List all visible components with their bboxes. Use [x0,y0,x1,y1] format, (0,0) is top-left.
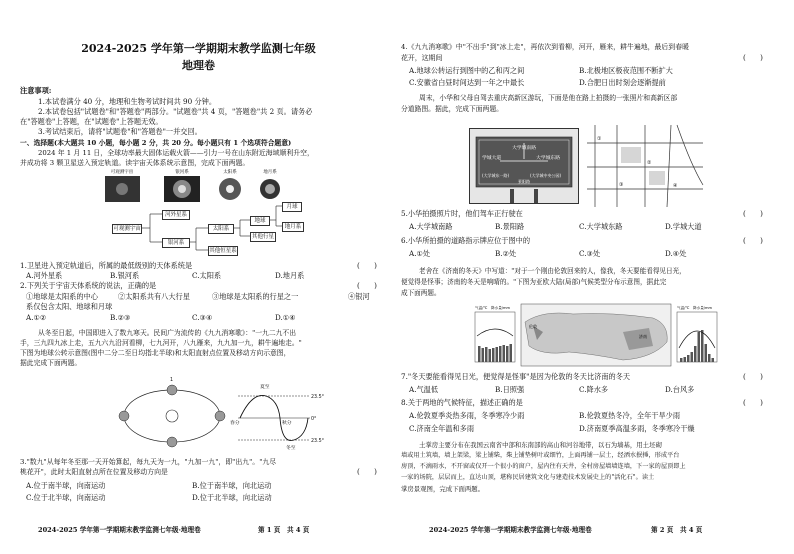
option[interactable]: B.日照强 [495,385,525,394]
option[interactable]: D.④处 [665,249,687,258]
passage-line: 掌房景观图，完成下面两题。 [401,485,485,493]
page-footer-title: 2024-2025 学年第一学期期末教学监测七年级·地理卷 [38,526,201,534]
question-stem: 8.关于两地的气候特征，描述正确的是 [401,398,523,407]
passage-line: 并成功将 3 颗卫星送入预定轨道。读宇宙天体系统示意图，完成下面两题。 [20,159,250,167]
passage-line: 据此完成下面两题。 [20,359,82,367]
sign-text: 大学城南路 [512,146,536,151]
photo-caption: 太阳系 [223,170,237,175]
answer-paren[interactable]: ( ) [357,261,377,270]
notice-line: 2.本试卷包括"试题卷"和"答题卷"两部分。"试题卷"共 4 页，"答题卷"共 2 页。请务必 [38,107,313,116]
option[interactable]: D.①④ [275,313,296,322]
option[interactable]: D.位于北半球，向北运动 [192,493,272,502]
question-stem: 3."数九"从每年冬至那一天开始算起，每九天为一九，"九加一九"，即"出九"。"九尽 [20,458,277,466]
option[interactable]: C.③处 [579,249,601,258]
statement: ④银河 [348,292,370,301]
section-heading: 一、选择题(本大题共 10 小题，每小题 2 分，共 20 分。每小题只有 1 个选项符合题意) [20,139,292,147]
diagram-label: 0° [311,417,317,422]
option[interactable]: A.气温低 [409,385,439,394]
passage-line: 便觉得是怪事；济南的冬天是响晴的。"下图为亚欧大陆(局部)气候类型分布示意图，据此完 [401,278,667,286]
statement: ②太阳系共有八大行星 [118,292,190,301]
map-marker: ④ [673,183,678,189]
option[interactable]: C.③④ [192,313,213,322]
diagram-label: 23.5° [311,439,325,444]
sign-text: 学城大道 [482,156,502,161]
option[interactable]: C.位于北半球，向南运动 [26,493,106,502]
diagram-label: 夏至 [260,385,270,390]
option[interactable]: B.景阳路 [495,222,525,231]
photo-caption: 可观测宇宙 [110,170,134,175]
passage-line: 土掌房主要分布在我国云南省中部和东南部的高山和河谷地带，以石为墙基，用土坯砌 [419,441,662,449]
exam-title: 2024-2025 学年第一学期期末教学监测七年级 [81,42,316,55]
notice-line: 1.本试卷满分 40 分，地理和生物考试时间共 90 分钟。 [38,97,217,106]
option[interactable]: A.大学城南路 [409,222,453,231]
option[interactable]: B.②处 [495,249,517,258]
passage-line: 下图为地球公转示意图(图中二分二至日均指北半球)和太阳直射点位置及移动方向示意图， [20,349,291,357]
exam-page-2 [397,0,794,554]
answer-paren[interactable]: ( ) [357,467,377,476]
diagram-label: 秋分 [282,421,292,426]
passage-line: 2024 年 1 月 11 日，全球功率最大固体运载火箭——引力一号在山东附近海域顺利升空， [38,149,314,157]
option[interactable]: A.伦敦夏季炎热多雨，冬季寒冷少雨 [409,411,525,420]
answer-paren[interactable]: ( ) [743,372,763,381]
passage-line: 分道路图。据此，完成下面两题。 [401,105,503,113]
notice-line: 3.考试结束后，请将"试题卷"和"答题卷"一并交回。 [38,127,202,136]
question-stem: 4.《九九消寒歌》中"不出手"到"冰上走"，再依次到看柳，河开，雁来，耕牛遍地，最后到春暖 [401,43,689,51]
option[interactable]: B.银河系 [110,271,140,280]
photo-caption: 地月系 [263,170,277,175]
road-sign-photo [469,128,579,204]
chart-axis-title: 气温/℃ 降水量/mm [475,306,511,310]
node-observable-universe: 可观测宇宙 [113,226,141,232]
passage-line: 墙或用土筑墙，墙上架梁，梁上铺柴，柴上铺垫树叶或细竹，上面再铺一层土，经洒水抿捶，形成平台 [401,452,680,459]
passage-line: 房顶，不滴雨水，不开窗或仅开一个很小的窗户，屋内往有天井，全村房屋墙墙连墙，下一家的屋顶即上 [401,463,686,470]
passage-line: 老舍在《济南的冬天》中写道："对于一个刚由伦敦回来的人，像我，冬天要能看得见日光， [419,267,686,275]
option[interactable]: D.台风多 [665,385,695,394]
option[interactable]: D.济南夏季高温多雨，冬季寒冷干燥 [579,424,695,433]
page-number: 第 2 页 共 4 页 [651,526,703,534]
question-stem: 7."冬天要能看得见日光，便觉得是怪事"是因为伦敦的冬天比济南的冬天 [401,372,631,381]
node-extragalactic: 河外星系 [162,210,190,220]
sign-text: (大学城东一路) [482,173,510,178]
map-marker: ② [647,160,652,166]
node-other-star-systems: 其他恒星系 [209,248,237,254]
option[interactable]: A.①② [26,313,47,322]
city-label: 济南 [639,334,647,339]
option[interactable]: D.地月系 [275,271,305,280]
diagram-label: 23.5° [311,395,325,400]
page-number: 第 1 页 共 4 页 [258,526,310,534]
passage-line: 周末，小华和父母自驾去重庆高新区游玩，下面是他在路上拍摄的一张照片和高新区部 [419,94,678,102]
statement: ①地球是太阳系的中心 [26,292,98,301]
question-stem: 1.卫星进入预定轨道后，所属的最低级别的天体系统是 [20,261,193,270]
passage-line: 手，三九四九冰上走，五九六九沿河看柳，七九河开，八九雁来，九九加一九，耕牛遍地走。" [20,339,302,347]
celestial-system-diagram [100,168,310,260]
city-label: 伦敦 [529,324,537,329]
notice-line: 在"答题卷"上答题，在"试题卷"上答题无效。 [20,117,163,126]
page-footer-title: 2024-2025 学年第一学期期末教学监测七年级·地理卷 [429,526,592,534]
diagram-label: 春分 [230,421,240,426]
option[interactable]: C.太阳系 [192,271,222,280]
sign-text: 大学城东路 [536,156,560,161]
option[interactable]: B.伦敦夏热冬冷，全年干旱少雨 [579,411,681,420]
road-map [587,125,703,207]
chart-axis-title: 气温/℃ 降水量/mm [677,306,713,310]
earth-revolution-diagram [110,378,325,453]
diagram-label: 1 [170,378,174,383]
passage-line: 从冬至日起，中国即进入了数九寒天。民间广为流传的《九九消寒歌》："一九二九不出 [38,329,297,337]
option[interactable]: C.大学城东路 [579,222,623,231]
question-stem: 花开，这期间 [401,54,443,62]
passage-line: 成下面两题。 [401,289,441,297]
passage-line: 一家的场院，层层而上，直达山顶，堪称民居建筑文化与建造技术发展史上的"活化石"。读土 [401,474,655,481]
answer-paren[interactable]: ( ) [743,53,763,62]
option[interactable]: B.位于南半球，向北运动 [192,481,272,490]
option[interactable]: B.北极地区极夜范围不断扩大 [579,66,673,75]
node-other-planets: 其他行星 [251,234,274,240]
node-milky-way: 银河系 [162,238,190,248]
notice-header: 注意事项: [20,86,52,95]
option[interactable]: A.位于南半球，向南运动 [26,481,106,490]
node-earth: 地球 [250,216,270,226]
option[interactable]: C.降水多 [579,385,609,394]
option[interactable]: D.合肥日出时刻会逐渐提前 [579,78,666,87]
question-stem: 桃花开"，此时太阳直射点所在位置及移动方向是 [20,468,168,476]
question-stem: 6.小华所拍摄的道路指示牌应位于图中的 [401,236,531,245]
climate-map [473,302,721,368]
map-marker: ③ [619,182,624,188]
exam-subtitle: 地理卷 [182,59,215,72]
node-moon: 月球 [282,202,302,212]
question-stem: 5.小华拍摄照片时，他们驾车正行驶在 [401,209,523,218]
answer-paren[interactable]: ( ) [357,281,377,290]
answer-paren[interactable]: ( ) [743,236,763,245]
option[interactable]: C.济南全年温和多雨 [409,424,475,433]
option[interactable]: D.学城大道 [665,222,702,231]
node-earth-moon: 地月系 [282,222,304,232]
option[interactable]: A.①处 [409,249,431,258]
option[interactable]: A.地球公转运行到图中的乙和丙之间 [409,66,525,75]
photo-caption: 银河系 [175,170,189,175]
sign-text: (大学城中央公园) [530,173,562,178]
answer-paren[interactable]: ( ) [743,398,763,407]
option[interactable]: C.安徽省白昼时间达到一年之中最长 [409,78,525,87]
map-marker: ① [597,136,602,142]
sign-text: 景阳路 [518,179,530,184]
statement: ③地球是太阳系的行星之一 [212,292,299,301]
option[interactable]: A.河外星系 [26,271,63,280]
question-stem: 2.下列关于宇宙天体系统的说法，正确的是 [20,281,157,290]
answer-paren[interactable]: ( ) [743,209,763,218]
node-solar-system: 太阳系 [208,224,234,234]
option[interactable]: B.②③ [110,313,131,322]
diagram-label: 冬至 [286,446,296,451]
statement: 系仅包含太阳、地球和月球 [26,302,113,311]
